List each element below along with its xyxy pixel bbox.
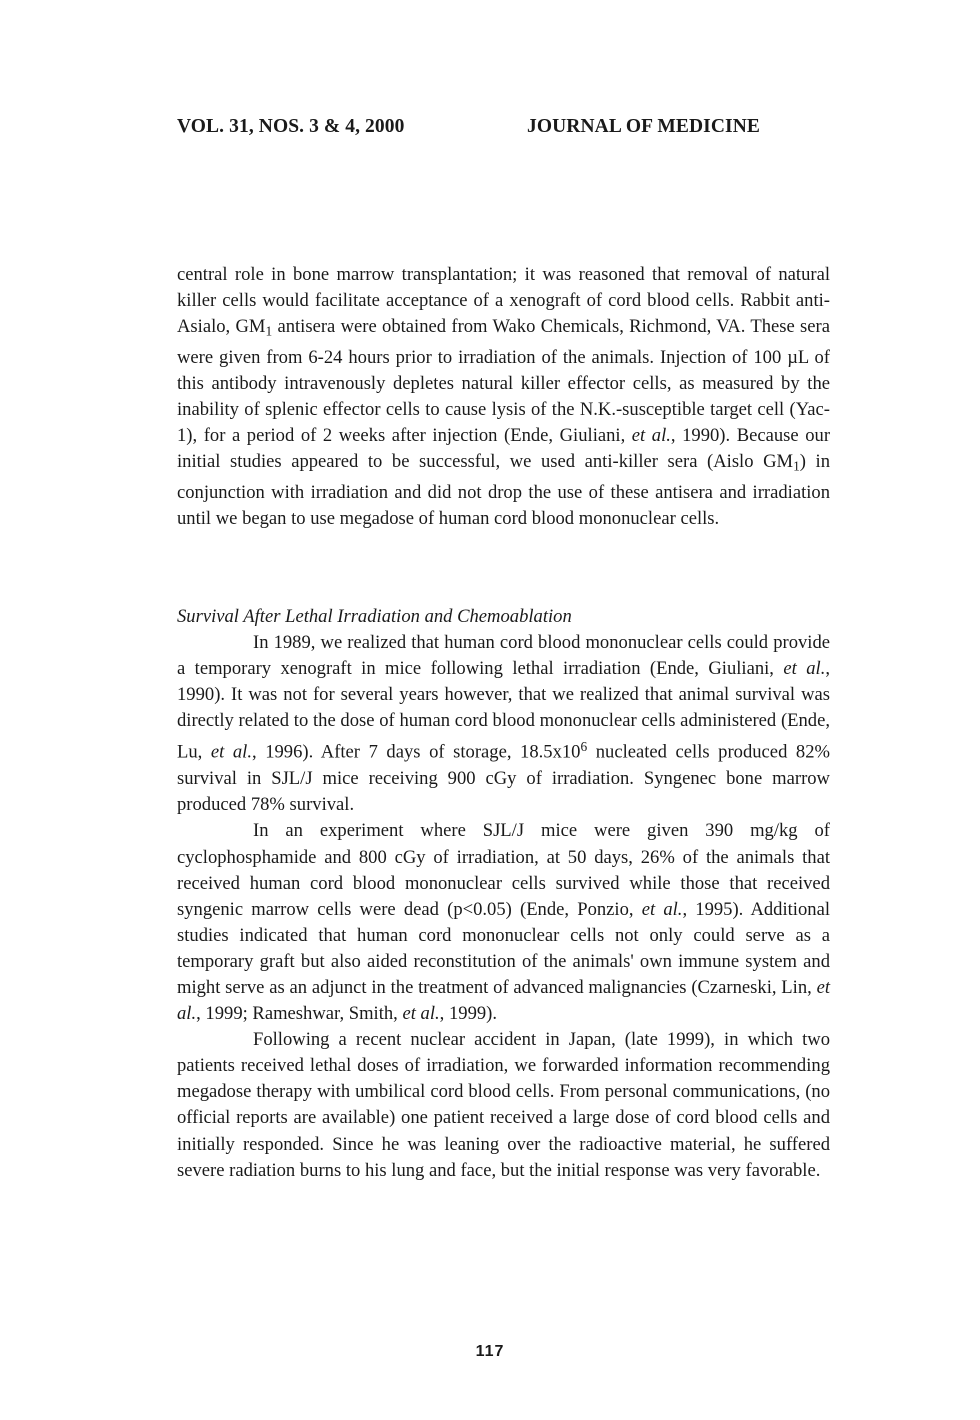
text-run: In an experiment where SJL/J mice were given 390 mg/kg of cyclophosphamide and 800 cGy of irradiation, at 50 days, 26% of the animals that received human cord blood mononuclear cells survived while those that received syngenic marrow cells were dead (p<0.05) (Ende, Ponzio, [177,820,830,920]
running-header-volume: VOL. 31, NOS. 3 & 4, 2000 [177,116,405,137]
paragraph-chemoablation-experiment [177,818,830,1027]
text-run: central role in bone marrow transplantation; it was reasoned that removal of natural killer cells would facilitate acceptance of a xenograft of cord blood cells. Rabbit anti-Asialo, GM [177,264,830,338]
subscript-1: 1 [793,459,800,475]
text-run: , 1999; Rameshwar, Smith, [196,1003,403,1025]
section-heading: Survival After Lethal Irradiation and Chemoablation [177,606,572,627]
body-text-section [177,604,830,1184]
subscript-1: 1 [265,323,273,339]
paragraph-antisera-methods [177,262,830,532]
body-text-top [177,262,830,532]
citation-et-al: et al. [402,1003,440,1025]
paragraph-nuclear-accident: Following a recent nuclear accident in Japan, (late 1999), in which two patients received lethal doses of irradiation, we forwarded information recommending megadose therapy with umbilical cord blood cells. From personal communications, (no official reports are available) one patient received a large dose of cord blood cells and initially responded. Since he was leaning over the radioactive material, he suffered severe radiation burns to his lung and face, but the initial response was very favorable. [177,1029,830,1181]
text-run: , 1995). Additional studies indicated that human cord mononuclear cells not only could serve as a temporary graft but also aided reconstitution of the animals' own immune system and might serve as an adjunct in the treatment of advanced malignancies (Czarneski, Lin, [177,898,830,998]
citation-et-al: et al. [783,658,826,680]
text-run: ) in conjunction with irradiation and did not drop the use of these antisera and irradiation until we began to use megadose of human cord blood mononuclear cells. [177,451,830,530]
text-run: , 1999). [439,1003,497,1025]
text-run: nucleated cells produced 82% survival in SJL/J mice receiving 900 cGy of irradiation. Syngenec bone marrow produced 78% survival. [177,742,831,816]
paragraph-xenograft-survival [177,630,830,818]
text-run: , 1990). Because our initial studies appeared to be successful, we used anti-killer sera (Aislo GM [177,425,831,473]
page-number: 117 [475,1343,505,1360]
citation-et-al: et al. [210,742,252,764]
superscript-6: 6 [580,739,588,755]
text-run: , 1990). It was not for several years however, that we realized that animal survival was directly related to the dose of human cord blood mononuclear cells administered (Ende, Lu, [177,658,830,764]
text-run: In 1989, we realized that human cord blood mononuclear cells could provide a temporary xenograft in mice following lethal irradiation (Ende, Giuliani, [177,632,830,680]
text-run: , 1996). After 7 days of storage, 18.5x10 [251,742,581,764]
citation-et-al: et al. [641,898,683,920]
running-header-journal: JOURNAL OF MEDICINE [527,116,761,137]
text-run: antisera were obtained from Wako Chemicals, Richmond, VA. These sera were given from 6-24 hours prior to irradiation of the animals. Injection of 100 µL of this antibody intravenously depletes natural killer effector cells, as measured by the inability of splenic effector cells to cause lysis of the N.K.-susceptible target cell (Yac-1), for a period of 2 weeks after injection (Ende, Giuliani, [177,316,830,447]
citation-et-al: et al. [631,425,671,447]
citation-et-al: et al. [177,977,830,1025]
